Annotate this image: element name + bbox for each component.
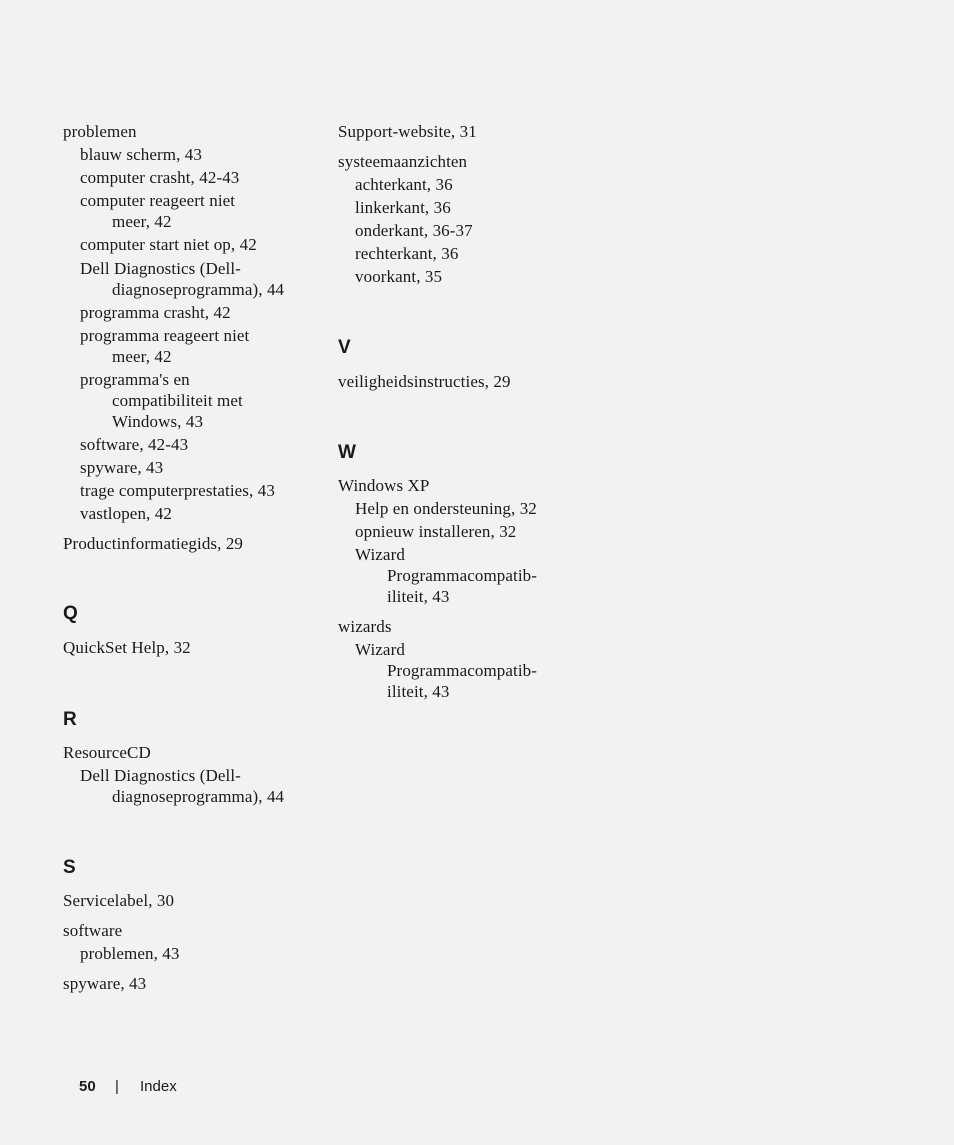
index-term-windows-xp: Windows XP <box>338 476 430 495</box>
index-subentry: linkerkant, 36 <box>355 198 451 217</box>
index-subentry: Wizard <box>355 640 405 659</box>
index-subentry: vastlopen, 42 <box>80 504 172 523</box>
index-subentry-continuation: compatibiliteit met <box>112 391 243 410</box>
index-subentry: Help en ondersteuning, 32 <box>355 499 537 518</box>
index-subentry: Wizard <box>355 545 405 564</box>
index-subentry: opnieuw installeren, 32 <box>355 522 517 541</box>
index-letter-heading-s: S <box>63 857 76 878</box>
index-subentry-continuation: diagnoseprogramma), 44 <box>112 280 285 299</box>
index-term-software: software <box>63 921 123 940</box>
footer-separator: | <box>115 1078 119 1095</box>
page-number: 50 <box>79 1078 96 1095</box>
index-term-resourcecd: ResourceCD <box>63 743 151 762</box>
index-subentry: Dell Diagnostics (Dell- <box>80 259 241 278</box>
index-subentry: voorkant, 35 <box>355 267 443 286</box>
index-subentry-continuation: Programmacompatib- <box>387 661 538 680</box>
index-subentry: programma crasht, 42 <box>80 303 231 322</box>
index-subentry: computer reageert niet <box>80 191 236 210</box>
index-term: Support-website, 31 <box>338 122 477 141</box>
index-term-wizards: wizards <box>338 617 392 636</box>
index-letter-heading-w: W <box>338 442 356 463</box>
index-term: spyware, 43 <box>63 974 147 993</box>
index-term-systeemaanzichten: systeemaanzichten <box>338 152 468 171</box>
index-subentry-continuation: Programmacompatib- <box>387 566 538 585</box>
index-subentry-continuation: iliteit, 43 <box>387 587 450 606</box>
index-term: Servicelabel, 30 <box>63 891 175 910</box>
index-term: Productinformatiegids, 29 <box>63 534 244 553</box>
index-subentry: rechterkant, 36 <box>355 244 459 263</box>
index-subentry: achterkant, 36 <box>355 175 453 194</box>
footer-section-title: Index <box>140 1078 177 1095</box>
index-subentry: blauw scherm, 43 <box>80 145 202 164</box>
index-term: veiligheidsinstructies, 29 <box>338 372 511 391</box>
index-subentry-continuation: meer, 42 <box>112 212 172 231</box>
index-subentry-continuation: iliteit, 43 <box>387 682 450 701</box>
index-subentry-continuation: diagnoseprogramma), 44 <box>112 787 285 806</box>
index-subentry: software, 42-43 <box>80 435 189 454</box>
index-term: QuickSet Help, 32 <box>63 638 191 657</box>
index-letter-heading-q: Q <box>63 603 78 624</box>
index-subentry: problemen, 43 <box>80 944 180 963</box>
index-term-problemen: problemen <box>63 122 137 141</box>
index-letter-heading-v: V <box>338 337 351 358</box>
index-subentry: Dell Diagnostics (Dell- <box>80 766 241 785</box>
index-subentry: trage computerprestaties, 43 <box>80 481 275 500</box>
index-subentry: programma's en <box>80 370 190 389</box>
index-subentry: spyware, 43 <box>80 458 164 477</box>
index-subentry-continuation: meer, 42 <box>112 347 172 366</box>
index-letter-heading-r: R <box>63 709 77 730</box>
index-subentry-continuation: Windows, 43 <box>112 412 204 431</box>
index-subentry: onderkant, 36-37 <box>355 221 473 240</box>
index-subentry: programma reageert niet <box>80 326 250 345</box>
index-subentry: computer crasht, 42-43 <box>80 168 240 187</box>
index-subentry: computer start niet op, 42 <box>80 235 257 254</box>
